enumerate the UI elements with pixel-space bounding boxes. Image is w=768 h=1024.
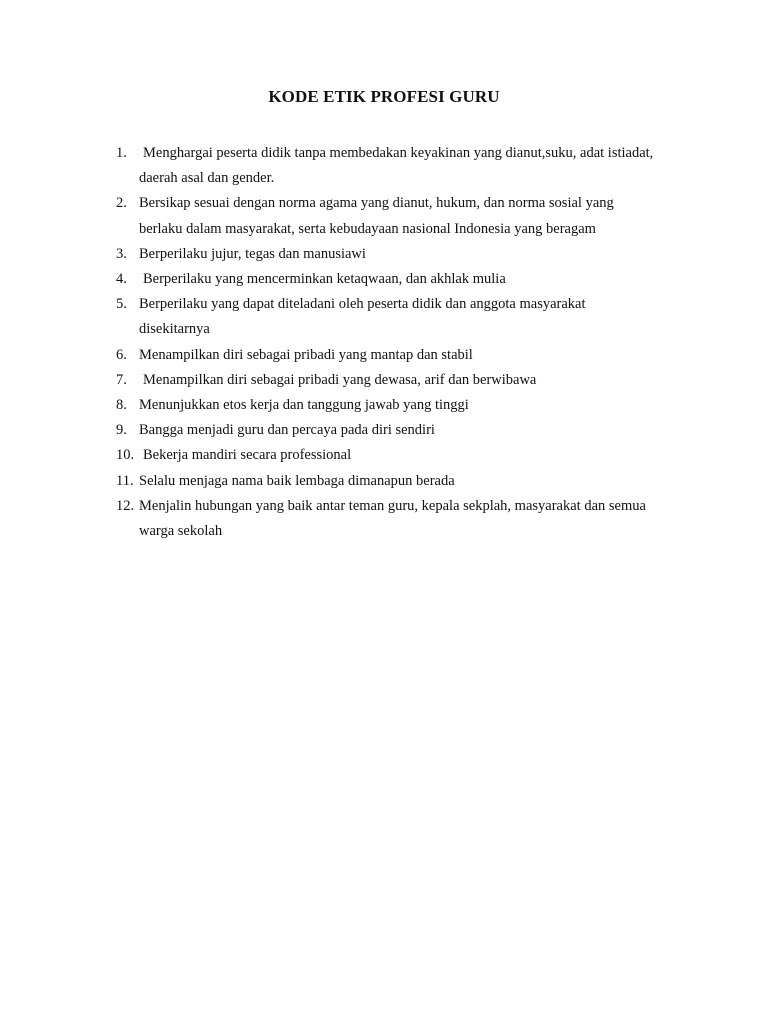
list-item-number: 7. <box>116 371 127 388</box>
list-item <box>116 443 656 468</box>
list-item-number: 5. <box>116 296 127 313</box>
page-title: KODE ETIK PROFESI GURU <box>268 87 500 106</box>
list-item-text: Menampilkan diri sebagai pribadi yang dewasa, arif dan berwibawa <box>143 371 537 388</box>
list-item <box>116 393 656 418</box>
list-item <box>116 343 656 368</box>
code-of-ethics-list <box>116 141 656 544</box>
list-item-number: 3. <box>116 245 127 262</box>
list-item-text: Bersikap sesuai dengan norma agama yang dianut, hukum, dan norma sosial yang berlaku dalam masyarakat, serta kebudayaan nasional Indonesia yang beragam <box>139 195 614 237</box>
list-item <box>116 242 656 267</box>
list-item-number: 8. <box>116 397 127 414</box>
list-item <box>116 494 656 544</box>
list-item <box>116 267 656 292</box>
list-item-number: 9. <box>116 422 127 439</box>
list-item-text: Berperilaku yang mencerminkan ketaqwaan, dan akhlak mulia <box>143 271 506 288</box>
list-item-text: Bekerja mandiri secara professional <box>143 447 352 464</box>
list-item-number: 11. <box>116 472 134 489</box>
list-item <box>116 141 656 191</box>
list-item-text: Berperilaku jujur, tegas dan manusiawi <box>139 245 366 262</box>
list-item-text: Selalu menjaga nama baik lembaga dimanapun berada <box>139 472 455 489</box>
list-item-text: Menjalin hubungan yang baik antar teman guru, kepala sekplah, masyarakat dan semua warga sekolah <box>139 497 646 540</box>
list-item-text: Bangga menjadi guru dan percaya pada diri sendiri <box>139 422 435 439</box>
list-item-number: 10. <box>116 447 135 464</box>
list-item-text: Menunjukkan etos kerja dan tanggung jawab yang tinggi <box>139 397 469 414</box>
list-item <box>116 469 656 494</box>
list-item-number: 1. <box>116 145 127 161</box>
list-item <box>116 191 656 241</box>
list-item-number: 4. <box>116 271 127 288</box>
list-item <box>116 292 656 342</box>
list-item <box>116 418 656 443</box>
list-item-number: 12. <box>116 497 135 514</box>
list-item-number: 2. <box>116 195 127 212</box>
list-item-text: Menampilkan diri sebagai pribadi yang mantap dan stabil <box>139 346 473 363</box>
list-item-text: Menghargai peserta didik tanpa membedakan keyakinan yang dianut,suku, adat istiadat, daerah asal dan gender. <box>139 145 654 187</box>
list-item-text: Berperilaku yang dapat diteladani oleh peserta didik dan anggota masyarakat disekitarnya <box>139 296 586 338</box>
list-item <box>116 368 656 393</box>
list-item-number: 6. <box>116 346 127 363</box>
